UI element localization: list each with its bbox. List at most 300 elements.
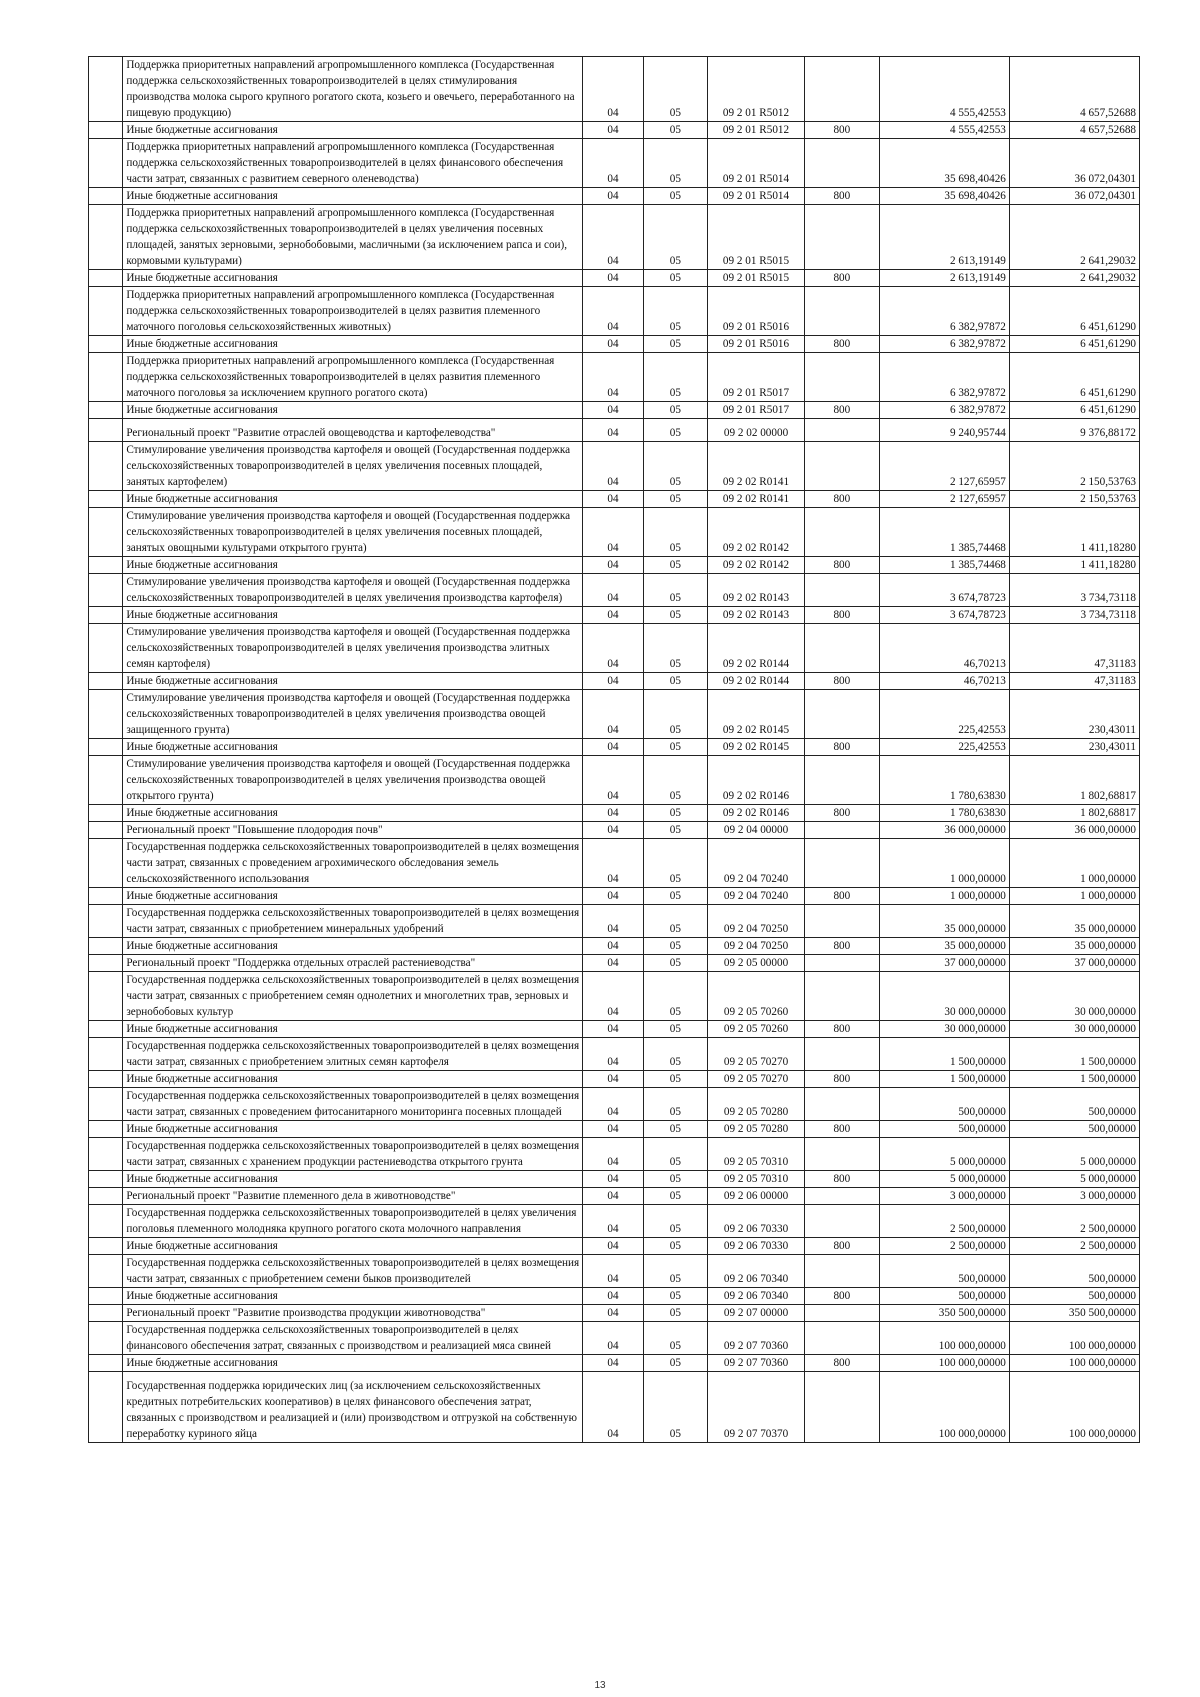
expense-name-cell: Государственная поддержка сельскохозяйственных товаропроизводителей в целях возмещения части затрат, связанных с приобретением семени быков производителей xyxy=(123,1255,583,1288)
section-code-cell: 04 xyxy=(583,822,643,839)
amount-year1-cell: 36 000,00000 xyxy=(879,822,1009,839)
row-index-cell xyxy=(89,1238,123,1255)
row-index-cell xyxy=(89,1305,123,1322)
subsection-code-cell: 05 xyxy=(643,607,708,624)
table-row xyxy=(89,188,1140,205)
amount-year1-cell: 1 385,74468 xyxy=(879,557,1009,574)
amount-year1-cell: 35 000,00000 xyxy=(879,905,1009,938)
row-index-cell xyxy=(89,57,123,122)
section-code-cell: 04 xyxy=(583,1188,643,1205)
expense-name-cell: Иные бюджетные ассигнования xyxy=(123,491,583,508)
amount-year1-cell: 225,42553 xyxy=(879,690,1009,739)
section-code-cell: 04 xyxy=(583,491,643,508)
expense-type-cell xyxy=(804,353,879,402)
expense-name-cell: Иные бюджетные ассигнования xyxy=(123,402,583,419)
expense-type-cell xyxy=(804,905,879,938)
subsection-code-cell: 05 xyxy=(643,139,708,188)
amount-year1-cell: 4 555,42553 xyxy=(879,122,1009,139)
subsection-code-cell: 05 xyxy=(643,690,708,739)
target-article-cell: 09 2 02 R0145 xyxy=(708,739,805,756)
expense-name-cell: Иные бюджетные ассигнования xyxy=(123,805,583,822)
subsection-code-cell: 05 xyxy=(643,287,708,336)
row-index-cell xyxy=(89,1088,123,1121)
expense-type-cell: 800 xyxy=(804,888,879,905)
subsection-code-cell: 05 xyxy=(643,739,708,756)
section-code-cell: 04 xyxy=(583,336,643,353)
amount-year1-cell: 100 000,00000 xyxy=(879,1372,1009,1443)
table-row xyxy=(89,1305,1140,1322)
section-code-cell: 04 xyxy=(583,419,643,442)
target-article-cell: 09 2 05 70260 xyxy=(708,972,805,1021)
target-article-cell: 09 2 04 70250 xyxy=(708,905,805,938)
section-code-cell: 04 xyxy=(583,1355,643,1372)
target-article-cell: 09 2 02 R0142 xyxy=(708,508,805,557)
amount-year1-cell: 30 000,00000 xyxy=(879,972,1009,1021)
expense-type-cell xyxy=(804,1305,879,1322)
subsection-code-cell: 05 xyxy=(643,1238,708,1255)
expense-type-cell xyxy=(804,287,879,336)
table-row xyxy=(89,607,1140,624)
expense-type-cell: 800 xyxy=(804,1355,879,1372)
table-row xyxy=(89,57,1140,122)
subsection-code-cell: 05 xyxy=(643,955,708,972)
row-index-cell xyxy=(89,442,123,491)
expense-type-cell: 800 xyxy=(804,1238,879,1255)
row-index-cell xyxy=(89,1071,123,1088)
expense-name-cell: Иные бюджетные ассигнования xyxy=(123,336,583,353)
target-article-cell: 09 2 05 70280 xyxy=(708,1121,805,1138)
amount-year2-cell: 3 734,73118 xyxy=(1009,574,1139,607)
row-index-cell xyxy=(89,756,123,805)
amount-year1-cell: 1 500,00000 xyxy=(879,1071,1009,1088)
subsection-code-cell: 05 xyxy=(643,1205,708,1238)
amount-year1-cell: 30 000,00000 xyxy=(879,1021,1009,1038)
expense-name-cell: Иные бюджетные ассигнования xyxy=(123,938,583,955)
amount-year1-cell: 46,70213 xyxy=(879,624,1009,673)
expense-name-cell: Поддержка приоритетных направлений агропромышленного комплекса (Государственная поддержка сельскохозяйственных товаропроизводителей в целях развития племенного маточного поголовья за исключением крупного рогатого скота) xyxy=(123,353,583,402)
table-row xyxy=(89,739,1140,756)
target-article-cell: 09 2 02 R0144 xyxy=(708,624,805,673)
section-code-cell: 04 xyxy=(583,1255,643,1288)
row-index-cell xyxy=(89,624,123,673)
row-index-cell xyxy=(89,839,123,888)
target-article-cell: 09 2 02 R0144 xyxy=(708,673,805,690)
table-row xyxy=(89,1355,1140,1372)
section-code-cell: 04 xyxy=(583,557,643,574)
amount-year1-cell: 1 780,63830 xyxy=(879,756,1009,805)
amount-year2-cell: 2 641,29032 xyxy=(1009,205,1139,270)
table-row xyxy=(89,442,1140,491)
table-row xyxy=(89,574,1140,607)
section-code-cell: 04 xyxy=(583,607,643,624)
amount-year1-cell: 1 780,63830 xyxy=(879,805,1009,822)
section-code-cell: 04 xyxy=(583,690,643,739)
amount-year2-cell: 6 451,61290 xyxy=(1009,336,1139,353)
target-article-cell: 09 2 02 R0146 xyxy=(708,756,805,805)
expense-name-cell: Государственная поддержка сельскохозяйственных товаропроизводителей в целях возмещения части затрат, связанных с приобретением минеральных удобрений xyxy=(123,905,583,938)
amount-year1-cell: 2 613,19149 xyxy=(879,270,1009,287)
section-code-cell: 04 xyxy=(583,1071,643,1088)
row-index-cell xyxy=(89,336,123,353)
table-row xyxy=(89,205,1140,270)
expense-type-cell: 800 xyxy=(804,805,879,822)
section-code-cell: 04 xyxy=(583,122,643,139)
expense-type-cell: 800 xyxy=(804,1071,879,1088)
expense-name-cell: Иные бюджетные ассигнования xyxy=(123,1071,583,1088)
amount-year2-cell: 36 072,04301 xyxy=(1009,188,1139,205)
amount-year2-cell: 500,00000 xyxy=(1009,1088,1139,1121)
expense-name-cell: Иные бюджетные ассигнования xyxy=(123,739,583,756)
subsection-code-cell: 05 xyxy=(643,557,708,574)
subsection-code-cell: 05 xyxy=(643,673,708,690)
amount-year1-cell: 5 000,00000 xyxy=(879,1138,1009,1171)
expense-type-cell xyxy=(804,690,879,739)
subsection-code-cell: 05 xyxy=(643,353,708,402)
expense-name-cell: Стимулирование увеличения производства картофеля и овощей (Государственная поддержка сельскохозяйственных товаропроизводителей в целях увеличения производства картофеля) xyxy=(123,574,583,607)
table-row xyxy=(89,287,1140,336)
expense-name-cell: Поддержка приоритетных направлений агропромышленного комплекса (Государственная поддержка сельскохозяйственных товаропроизводителей в целях увеличения посевных площадей, занятых зерновыми, зернобобовыми, масличными (за исключением рапса и сои), кормовыми культурами) xyxy=(123,205,583,270)
amount-year1-cell: 100 000,00000 xyxy=(879,1322,1009,1355)
expense-type-cell: 800 xyxy=(804,1021,879,1038)
expense-type-cell: 800 xyxy=(804,938,879,955)
subsection-code-cell: 05 xyxy=(643,1138,708,1171)
target-article-cell: 09 2 02 R0145 xyxy=(708,690,805,739)
amount-year1-cell: 4 555,42553 xyxy=(879,57,1009,122)
amount-year2-cell: 1 411,18280 xyxy=(1009,557,1139,574)
section-code-cell: 04 xyxy=(583,574,643,607)
section-code-cell: 04 xyxy=(583,139,643,188)
table-row xyxy=(89,888,1140,905)
expense-type-cell: 800 xyxy=(804,270,879,287)
subsection-code-cell: 05 xyxy=(643,1038,708,1071)
expense-name-cell: Иные бюджетные ассигнования xyxy=(123,607,583,624)
amount-year1-cell: 5 000,00000 xyxy=(879,1171,1009,1188)
amount-year2-cell: 5 000,00000 xyxy=(1009,1138,1139,1171)
target-article-cell: 09 2 07 00000 xyxy=(708,1305,805,1322)
section-code-cell: 04 xyxy=(583,508,643,557)
amount-year2-cell: 2 500,00000 xyxy=(1009,1238,1139,1255)
amount-year1-cell: 3 674,78723 xyxy=(879,574,1009,607)
row-index-cell xyxy=(89,122,123,139)
amount-year2-cell: 37 000,00000 xyxy=(1009,955,1139,972)
row-index-cell xyxy=(89,739,123,756)
table-row xyxy=(89,1171,1140,1188)
section-code-cell: 04 xyxy=(583,353,643,402)
amount-year2-cell: 9 376,88172 xyxy=(1009,419,1139,442)
table-row xyxy=(89,270,1140,287)
table-row xyxy=(89,402,1140,419)
expense-type-cell: 800 xyxy=(804,336,879,353)
target-article-cell: 09 2 05 70310 xyxy=(708,1138,805,1171)
section-code-cell: 04 xyxy=(583,1322,643,1355)
section-code-cell: 04 xyxy=(583,1138,643,1171)
target-article-cell: 09 2 07 70360 xyxy=(708,1322,805,1355)
expense-type-cell xyxy=(804,1205,879,1238)
section-code-cell: 04 xyxy=(583,402,643,419)
row-index-cell xyxy=(89,888,123,905)
row-index-cell xyxy=(89,673,123,690)
section-code-cell: 04 xyxy=(583,839,643,888)
amount-year1-cell: 3 674,78723 xyxy=(879,607,1009,624)
subsection-code-cell: 05 xyxy=(643,442,708,491)
target-article-cell: 09 2 05 70310 xyxy=(708,1171,805,1188)
row-index-cell xyxy=(89,1021,123,1038)
amount-year2-cell: 350 500,00000 xyxy=(1009,1305,1139,1322)
expense-type-cell: 800 xyxy=(804,739,879,756)
expense-type-cell xyxy=(804,624,879,673)
expense-type-cell xyxy=(804,1188,879,1205)
table-row xyxy=(89,955,1140,972)
amount-year2-cell: 500,00000 xyxy=(1009,1255,1139,1288)
amount-year1-cell: 1 000,00000 xyxy=(879,839,1009,888)
row-index-cell xyxy=(89,353,123,402)
section-code-cell: 04 xyxy=(583,756,643,805)
subsection-code-cell: 05 xyxy=(643,402,708,419)
target-article-cell: 09 2 05 70270 xyxy=(708,1071,805,1088)
subsection-code-cell: 05 xyxy=(643,205,708,270)
amount-year1-cell: 37 000,00000 xyxy=(879,955,1009,972)
table-row xyxy=(89,1255,1140,1288)
expense-name-cell: Региональный проект "Повышение плодородия почв" xyxy=(123,822,583,839)
amount-year2-cell: 5 000,00000 xyxy=(1009,1171,1139,1188)
expense-name-cell: Иные бюджетные ассигнования xyxy=(123,1355,583,1372)
amount-year2-cell: 6 451,61290 xyxy=(1009,287,1139,336)
expense-name-cell: Государственная поддержка сельскохозяйственных товаропроизводителей в целях увеличения поголовья племенного молодняка крупного рогатого скота молочного направления xyxy=(123,1205,583,1238)
amount-year2-cell: 500,00000 xyxy=(1009,1121,1139,1138)
subsection-code-cell: 05 xyxy=(643,839,708,888)
section-code-cell: 04 xyxy=(583,205,643,270)
table-row xyxy=(89,491,1140,508)
amount-year1-cell: 225,42553 xyxy=(879,739,1009,756)
row-index-cell xyxy=(89,205,123,270)
amount-year2-cell: 230,43011 xyxy=(1009,739,1139,756)
table-row xyxy=(89,673,1140,690)
row-index-cell xyxy=(89,822,123,839)
expense-type-cell: 800 xyxy=(804,188,879,205)
amount-year1-cell: 2 613,19149 xyxy=(879,205,1009,270)
table-row xyxy=(89,905,1140,938)
target-article-cell: 09 2 02 R0143 xyxy=(708,607,805,624)
target-article-cell: 09 2 06 00000 xyxy=(708,1188,805,1205)
table-row xyxy=(89,353,1140,402)
expense-name-cell: Государственная поддержка сельскохозяйственных товаропроизводителей в целях возмещения части затрат, связанных с приобретением семян однолетних и многолетних трав, зерновых и зернобобовых культур xyxy=(123,972,583,1021)
amount-year2-cell: 36 072,04301 xyxy=(1009,139,1139,188)
subsection-code-cell: 05 xyxy=(643,888,708,905)
expense-name-cell: Государственная поддержка юридических лиц (за исключением сельскохозяйственных кредитных потребительских кооперативов) в целях финансового обеспечения затрат, связанных с производством и реализацией и (или) производством и отгрузкой на собственную переработку куриного яйца xyxy=(123,1372,583,1443)
amount-year1-cell: 6 382,97872 xyxy=(879,336,1009,353)
amount-year1-cell: 2 127,65957 xyxy=(879,442,1009,491)
subsection-code-cell: 05 xyxy=(643,491,708,508)
target-article-cell: 09 2 05 70260 xyxy=(708,1021,805,1038)
expense-type-cell: 800 xyxy=(804,1288,879,1305)
expense-name-cell: Поддержка приоритетных направлений агропромышленного комплекса (Государственная поддержка сельскохозяйственных товаропроизводителей в целях финансового обеспечения части затрат, связанных с развитием северного оленеводства) xyxy=(123,139,583,188)
row-index-cell xyxy=(89,270,123,287)
section-code-cell: 04 xyxy=(583,624,643,673)
amount-year1-cell: 6 382,97872 xyxy=(879,287,1009,336)
expense-type-cell: 800 xyxy=(804,607,879,624)
subsection-code-cell: 05 xyxy=(643,1188,708,1205)
expense-name-cell: Региональный проект "Поддержка отдельных отраслей растениеводства" xyxy=(123,955,583,972)
amount-year1-cell: 2 500,00000 xyxy=(879,1238,1009,1255)
amount-year1-cell: 35 698,40426 xyxy=(879,139,1009,188)
subsection-code-cell: 05 xyxy=(643,1121,708,1138)
expense-name-cell: Иные бюджетные ассигнования xyxy=(123,1171,583,1188)
target-article-cell: 09 2 04 00000 xyxy=(708,822,805,839)
amount-year1-cell: 2 500,00000 xyxy=(879,1205,1009,1238)
table-row xyxy=(89,805,1140,822)
section-code-cell: 04 xyxy=(583,1121,643,1138)
amount-year1-cell: 1 500,00000 xyxy=(879,1038,1009,1071)
amount-year2-cell: 35 000,00000 xyxy=(1009,905,1139,938)
target-article-cell: 09 2 07 70360 xyxy=(708,1355,805,1372)
target-article-cell: 09 2 01 R5012 xyxy=(708,57,805,122)
expense-type-cell xyxy=(804,1038,879,1071)
table-row xyxy=(89,1088,1140,1121)
expense-type-cell xyxy=(804,1138,879,1171)
table-row xyxy=(89,139,1140,188)
amount-year2-cell: 230,43011 xyxy=(1009,690,1139,739)
row-index-cell xyxy=(89,1322,123,1355)
section-code-cell: 04 xyxy=(583,739,643,756)
expense-name-cell: Иные бюджетные ассигнования xyxy=(123,122,583,139)
table-row xyxy=(89,1322,1140,1355)
row-index-cell xyxy=(89,1188,123,1205)
subsection-code-cell: 05 xyxy=(643,1088,708,1121)
table-row xyxy=(89,690,1140,739)
section-code-cell: 04 xyxy=(583,1288,643,1305)
row-index-cell xyxy=(89,1372,123,1443)
amount-year2-cell: 1 411,18280 xyxy=(1009,508,1139,557)
target-article-cell: 09 2 01 R5017 xyxy=(708,402,805,419)
amount-year2-cell: 1 500,00000 xyxy=(1009,1071,1139,1088)
expense-name-cell: Стимулирование увеличения производства картофеля и овощей (Государственная поддержка сельскохозяйственных товаропроизводителей в целях увеличения посевных площадей, занятых овощными культурами открытого грунта) xyxy=(123,508,583,557)
budget-table xyxy=(88,56,1140,1443)
target-article-cell: 09 2 04 70250 xyxy=(708,938,805,955)
section-code-cell: 04 xyxy=(583,1238,643,1255)
table-row xyxy=(89,756,1140,805)
amount-year2-cell: 2 150,53763 xyxy=(1009,442,1139,491)
section-code-cell: 04 xyxy=(583,287,643,336)
table-row xyxy=(89,336,1140,353)
table-row xyxy=(89,822,1140,839)
target-article-cell: 09 2 01 R5016 xyxy=(708,336,805,353)
amount-year2-cell: 6 451,61290 xyxy=(1009,353,1139,402)
subsection-code-cell: 05 xyxy=(643,1372,708,1443)
amount-year1-cell: 9 240,95744 xyxy=(879,419,1009,442)
target-article-cell: 09 2 05 00000 xyxy=(708,955,805,972)
amount-year2-cell: 100 000,00000 xyxy=(1009,1322,1139,1355)
amount-year1-cell: 35 000,00000 xyxy=(879,938,1009,955)
amount-year1-cell: 3 000,00000 xyxy=(879,1188,1009,1205)
amount-year2-cell: 47,31183 xyxy=(1009,673,1139,690)
amount-year2-cell: 1 802,68817 xyxy=(1009,756,1139,805)
section-code-cell: 04 xyxy=(583,972,643,1021)
table-row xyxy=(89,1038,1140,1071)
table-row xyxy=(89,972,1140,1021)
section-code-cell: 04 xyxy=(583,188,643,205)
expense-name-cell: Иные бюджетные ассигнования xyxy=(123,1288,583,1305)
expense-name-cell: Иные бюджетные ассигнования xyxy=(123,1121,583,1138)
subsection-code-cell: 05 xyxy=(643,1171,708,1188)
amount-year2-cell: 30 000,00000 xyxy=(1009,1021,1139,1038)
amount-year2-cell: 2 500,00000 xyxy=(1009,1205,1139,1238)
expense-name-cell: Поддержка приоритетных направлений агропромышленного комплекса (Государственная поддержка сельскохозяйственных товаропроизводителей в целях стимулирования производства молока сырого крупного рогатого скота, козьего и овечьего, переработанного на пищевую продукцию) xyxy=(123,57,583,122)
subsection-code-cell: 05 xyxy=(643,1071,708,1088)
expense-name-cell: Государственная поддержка сельскохозяйственных товаропроизводителей в целях возмещения части затрат, связанных с хранением продукции растениеводства открытого грунта xyxy=(123,1138,583,1171)
amount-year2-cell: 500,00000 xyxy=(1009,1288,1139,1305)
table-row xyxy=(89,122,1140,139)
subsection-code-cell: 05 xyxy=(643,1355,708,1372)
amount-year1-cell: 100 000,00000 xyxy=(879,1355,1009,1372)
expense-name-cell: Иные бюджетные ассигнования xyxy=(123,270,583,287)
expense-type-cell xyxy=(804,442,879,491)
target-article-cell: 09 2 06 70340 xyxy=(708,1288,805,1305)
expense-type-cell xyxy=(804,1255,879,1288)
row-index-cell xyxy=(89,607,123,624)
target-article-cell: 09 2 06 70330 xyxy=(708,1238,805,1255)
expense-type-cell xyxy=(804,1088,879,1121)
expense-name-cell: Стимулирование увеличения производства картофеля и овощей (Государственная поддержка сельскохозяйственных товаропроизводителей в целях увеличения производства овощей защищенного грунта) xyxy=(123,690,583,739)
target-article-cell: 09 2 05 70270 xyxy=(708,1038,805,1071)
section-code-cell: 04 xyxy=(583,1021,643,1038)
table-row xyxy=(89,624,1140,673)
table-row xyxy=(89,839,1140,888)
target-article-cell: 09 2 04 70240 xyxy=(708,888,805,905)
row-index-cell xyxy=(89,1138,123,1171)
row-index-cell xyxy=(89,955,123,972)
section-code-cell: 04 xyxy=(583,270,643,287)
target-article-cell: 09 2 06 70340 xyxy=(708,1255,805,1288)
section-code-cell: 04 xyxy=(583,57,643,122)
table-row xyxy=(89,1205,1140,1238)
row-index-cell xyxy=(89,1038,123,1071)
expense-type-cell: 800 xyxy=(804,557,879,574)
table-row xyxy=(89,419,1140,442)
table-row xyxy=(89,1238,1140,1255)
expense-name-cell: Государственная поддержка сельскохозяйственных товаропроизводителей в целях возмещения части затрат, связанных с проведением фитосанитарного мониторинга посевных площадей xyxy=(123,1088,583,1121)
table-row xyxy=(89,508,1140,557)
expense-type-cell: 800 xyxy=(804,491,879,508)
row-index-cell xyxy=(89,402,123,419)
row-index-cell xyxy=(89,805,123,822)
subsection-code-cell: 05 xyxy=(643,624,708,673)
row-index-cell xyxy=(89,188,123,205)
expense-type-cell xyxy=(804,139,879,188)
section-code-cell: 04 xyxy=(583,1305,643,1322)
section-code-cell: 04 xyxy=(583,905,643,938)
amount-year1-cell: 2 127,65957 xyxy=(879,491,1009,508)
row-index-cell xyxy=(89,419,123,442)
row-index-cell xyxy=(89,139,123,188)
subsection-code-cell: 05 xyxy=(643,188,708,205)
target-article-cell: 09 2 02 R0146 xyxy=(708,805,805,822)
amount-year2-cell: 4 657,52688 xyxy=(1009,122,1139,139)
expense-type-cell: 800 xyxy=(804,673,879,690)
table-row xyxy=(89,1138,1140,1171)
row-index-cell xyxy=(89,1255,123,1288)
subsection-code-cell: 05 xyxy=(643,336,708,353)
section-code-cell: 04 xyxy=(583,1088,643,1121)
amount-year2-cell: 1 000,00000 xyxy=(1009,839,1139,888)
subsection-code-cell: 05 xyxy=(643,57,708,122)
amount-year1-cell: 1 000,00000 xyxy=(879,888,1009,905)
target-article-cell: 09 2 02 R0141 xyxy=(708,491,805,508)
expense-type-cell xyxy=(804,955,879,972)
amount-year2-cell: 4 657,52688 xyxy=(1009,57,1139,122)
amount-year2-cell: 1 802,68817 xyxy=(1009,805,1139,822)
expense-type-cell xyxy=(804,419,879,442)
subsection-code-cell: 05 xyxy=(643,972,708,1021)
